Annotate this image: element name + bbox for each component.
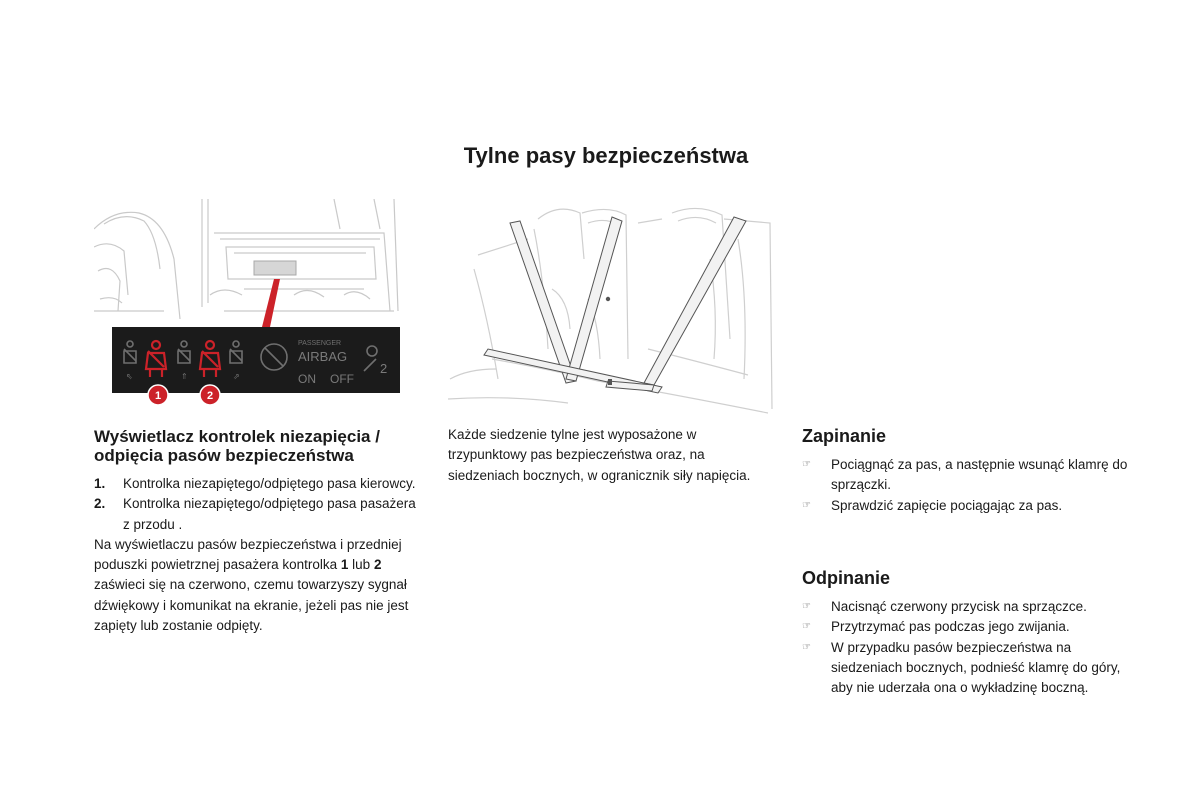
list-item (94, 494, 424, 535)
list-item (802, 617, 1142, 637)
item-text: Kontrolka niezapiętego/odpiętego pasa kierowcy. (123, 476, 416, 491)
passenger-label: PASSENGER (298, 340, 342, 347)
seat-count-label: 2 (380, 361, 388, 376)
rear-belts-description: Każde siedzenie tylne jest wyposażone w trzypunktowy pas bezpieczeństwa oraz, na siedzeniach bocznych, w ogranicznik siły napięcia. (448, 427, 751, 483)
rear-seat-belts-illustration (448, 199, 776, 417)
fastening-heading: Zapinanie (802, 426, 887, 446)
list-item (802, 496, 1142, 516)
para-bold-number: 1 (340, 557, 349, 573)
unfastening-heading: Odpinanie (802, 568, 891, 588)
pointing-hand-icon: ☞ (802, 459, 811, 470)
svg-text:⇖: ⇖ (126, 372, 133, 381)
warning-display-heading: Wyświetlacz kontrolek niezapięcia / odpięcia pasów bezpieczeństwa (94, 427, 380, 465)
list-item (802, 597, 1142, 617)
airbag-off-label: OFF (330, 372, 354, 386)
seatbelt-warning-display-section (94, 427, 424, 636)
svg-text:⇗: ⇗ (233, 372, 240, 381)
warning-display-paragraph (94, 535, 424, 636)
step-text: Sprawdzić zapięcie pociągając za pas. (831, 497, 1063, 513)
list-item (802, 455, 1142, 496)
para-text: zaświeci się na czerwono, czemu towarzyszy sygnał dźwiękowy i komunikat na ekranie, jeżeli pas nie jest zapięty lub zostanie odpięty. (94, 577, 409, 634)
dashboard-warning-lamps-illustration (94, 199, 400, 411)
para-text: lub (348, 557, 374, 573)
airbag-on-label: ON (298, 372, 316, 386)
step-text: Przytrzymać pas podczas jego zwijania. (831, 619, 1070, 635)
pointing-hand-icon: ☞ (802, 499, 811, 511)
step-text: Nacisnąć czerwony przycisk na sprzączce. (831, 599, 1087, 614)
item-text: Kontrolka niezapiętego/odpiętego pasa pasażera z przodu . (123, 496, 416, 532)
item-number: 2. (94, 496, 106, 512)
unfastening-section (802, 568, 1142, 698)
callout-1: 1 (154, 390, 162, 402)
pointing-hand-icon: ☞ (802, 601, 811, 612)
airbag-label: AIRBAG (298, 349, 348, 364)
pointing-hand-icon: ☞ (802, 621, 811, 633)
fastening-steps (802, 455, 1142, 516)
svg-text:⇑: ⇑ (181, 372, 188, 381)
list-item (802, 638, 1142, 699)
warning-lamp-list (94, 474, 424, 535)
fastening-section (802, 426, 1142, 516)
step-text: Pociągnąć za pas, a następnie wsunąć klamrę do sprzączki. (831, 457, 1128, 493)
callout-2: 2 (206, 390, 214, 402)
page-title: Tylne pasy bezpieczeństwa (463, 143, 749, 168)
item-number: 1. (94, 476, 106, 491)
step-text: W przypadku pasów bezpieczeństwa na siedzeniach bocznych, podnieść klamrę do góry, aby nie uderzała ona o wykładzinę boczną. (831, 639, 1121, 696)
para-text: Na wyświetlaczu pasów bezpieczeństwa i przedniej poduszki powietrznej pasażera kontrolka (94, 536, 402, 573)
list-item (94, 474, 424, 494)
unfastening-steps (802, 597, 1142, 698)
para-bold-number: 2 (373, 557, 382, 573)
pointing-hand-icon: ☞ (802, 641, 811, 653)
